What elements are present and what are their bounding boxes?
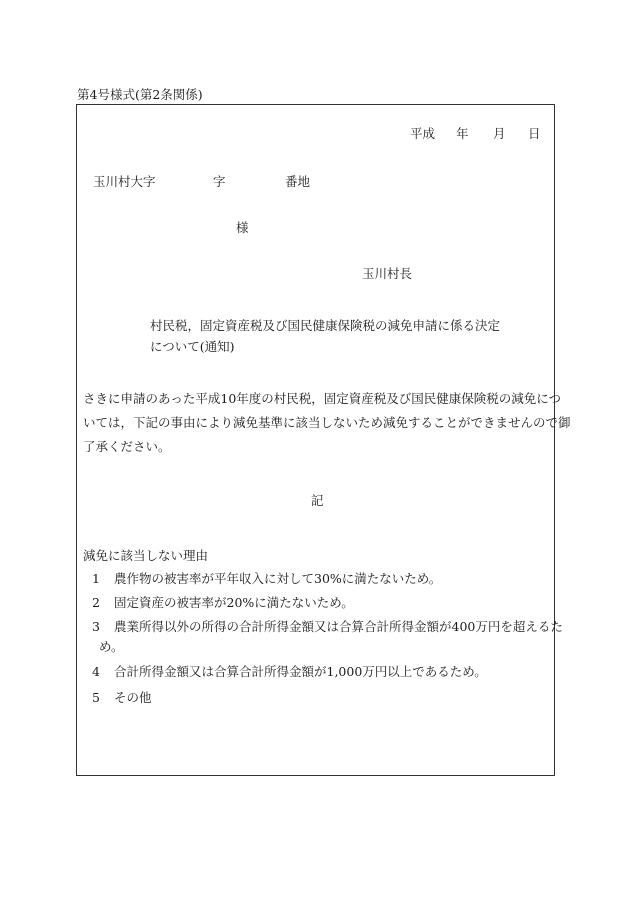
issuer-title: 玉川村長: [362, 266, 413, 281]
reason-text: その他: [114, 690, 152, 705]
reason-item: [92, 662, 487, 680]
reason-number: 4: [92, 664, 100, 679]
date-month: 月: [493, 126, 506, 141]
recipient-honorific: 様: [236, 220, 249, 235]
date-day: 日: [528, 126, 541, 141]
form-number: 第4号様式(第2条関係): [77, 87, 203, 102]
reasons-heading: 減免に該当しない理由: [83, 548, 209, 563]
reason-text: 農業所得以外の所得の合計所得金額又は合算合計所得金額が400万円を超えるた: [114, 619, 563, 634]
ki-heading: 記: [311, 493, 324, 508]
date-era: 平成: [410, 126, 436, 141]
address-banchi: 番地: [285, 174, 311, 189]
date-year: 年: [456, 126, 469, 141]
reason-number: 3: [92, 619, 100, 634]
reason-number: 1: [92, 571, 100, 586]
reason-text: 農作物の被害率が平年収入に対して30%に満たないため。: [114, 571, 442, 586]
reason-number: 2: [92, 595, 100, 610]
reason-number: 5: [92, 690, 100, 705]
address-village: 玉川村大字: [93, 174, 156, 189]
reason-item: [92, 617, 563, 635]
body-line-3: 了承ください。: [83, 439, 171, 454]
reason-text-continuation: め。: [99, 639, 124, 654]
body-line-2: いては，下記の事由により減免基準に該当しないため減免することができませんので御: [83, 415, 571, 430]
body-line-1: さきに申請のあった平成10年度の村民税，固定資産税及び国民健康保険税の減免につ: [83, 391, 562, 406]
address-aza: 字: [213, 174, 226, 189]
reason-item: [92, 593, 354, 611]
subject-line-1: 村民税，固定資産税及び国民健康保険税の減免申請に係る決定: [150, 318, 501, 333]
subject-line-2: について(通知): [150, 339, 235, 354]
reason-item: [92, 688, 152, 706]
reason-text: 固定資産の被害率が20%に満たないため。: [114, 595, 354, 610]
reason-item: [92, 569, 441, 587]
reason-text: 合計所得金額又は合算合計所得金額が1,000万円以上であるため。: [114, 664, 487, 679]
